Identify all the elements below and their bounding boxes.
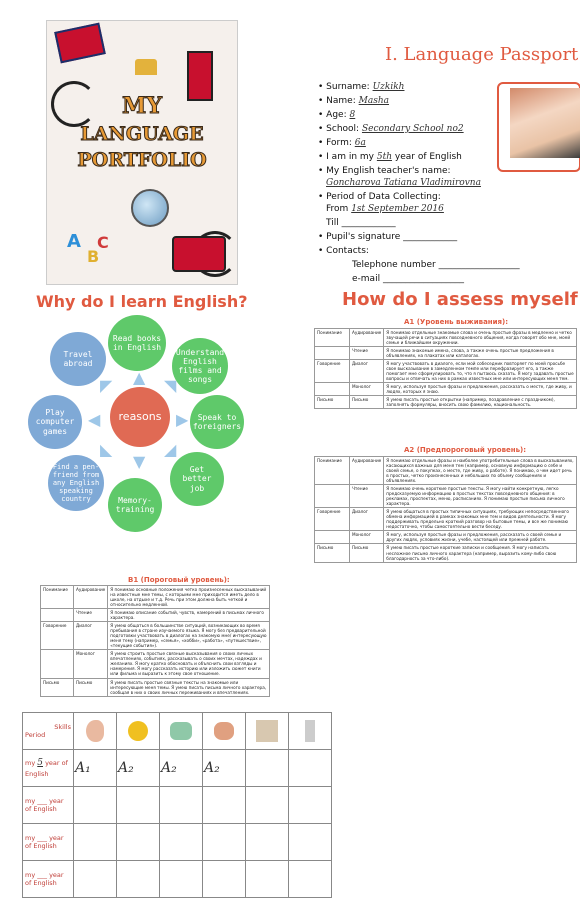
reason-computer-games: Play computer games	[28, 395, 82, 449]
surname-value: Uzkikh	[372, 82, 405, 92]
bus-icon	[172, 236, 226, 272]
name-value: Masha	[358, 96, 390, 106]
grid-header-cell: Skills Period	[23, 713, 74, 750]
mark-cell: A₁	[74, 750, 117, 787]
cover-title-line2: LANGUAGE	[80, 123, 204, 145]
arrow-down-icon: ▼	[133, 452, 146, 471]
b1-title: B1 (Пороговый уровень):	[128, 576, 230, 584]
age-value: 8	[349, 110, 356, 120]
arrow-upright-icon: ◥	[164, 376, 177, 395]
form-value: 6a	[354, 138, 366, 148]
arrow-right-icon: ▶	[176, 410, 189, 429]
a2-title: A2 (Предпороговый уровень):	[404, 446, 527, 454]
reason-pen-friend: Find a pen-friend from any English speaking country	[48, 455, 104, 511]
reason-speak-foreigners: Speak to foreigners	[190, 395, 244, 449]
cover-title-line1: MY	[121, 93, 163, 119]
period-row: • Period of Data Collecting:	[318, 192, 441, 202]
reasons-center: reasons	[110, 387, 170, 447]
mouth-icon	[203, 713, 246, 750]
email-row: e-mail __________________	[352, 274, 464, 284]
reason-memory-training: Memory-training	[108, 478, 162, 532]
block-c: C	[97, 233, 109, 252]
arrow-left-icon: ◀	[88, 410, 101, 429]
flag-icon	[54, 23, 106, 64]
abc-blocks-icon	[67, 231, 127, 271]
year-row: • I am in my 5th year of English	[318, 152, 462, 162]
assess-title: How do I assess myself	[342, 289, 578, 310]
pupil-photo	[510, 88, 580, 158]
mark-cell: A₂	[203, 750, 246, 787]
from-row: From 1st September 2016	[326, 204, 444, 214]
year-row-label: my ___ year of English	[23, 824, 74, 861]
name-row: • Name: Masha	[318, 96, 390, 106]
reason-read-books: Read books in English	[108, 315, 166, 371]
arrow-downleft-icon: ◣	[100, 440, 113, 459]
grid-extra-icon	[289, 713, 332, 750]
why-title: Why do I learn English?	[36, 292, 248, 311]
passport-title: I. Language Passport	[385, 44, 579, 65]
portfolio-cover	[46, 20, 238, 285]
school-row: • School: Secondary School no2	[318, 124, 464, 134]
signature-row: • Pupil's signature ____________	[318, 232, 458, 242]
year-row-label: my ___ year of English	[23, 787, 74, 824]
speaking-icon	[160, 713, 203, 750]
a1-table: Понимание Аудирование Я понимаю отдельные знакомые слова и очень простые фразы в медленно и четко звучащей речи в ситуациях повседневного общения, когда говорят обо мне, моей семье и ближайшем окружении. Чтение Я понимаю знакомые имена, слова, а также очень простые предложения в объявлениях, на плакатах или каталогах. Говорение Диалог Я могу участвовать в диалоге, если мой собеседник повторяет по моей просьбе свое высказывание в замедленном темпе или перефразирует его, а также помогает мне сформулировать то, что я пытаюсь сказать. Я могу задавать простые вопросы и отвечать на них в рамках известных мне или интересующих меня тем. Монолог Я могу, используя простые фразы и предложения, рассказать о месте, где живу, и людях, которых я знаю. Письмо Письмо Я умею писать простые открытки (например, поздравление с праздником), заполнять формуляры, вносить свою фамилию, национальность.	[314, 328, 577, 409]
b1-table: Понимание Аудирование Я понимаю основные положения четко произнесенных высказываний на известные мне темы, с которыми мне приходится иметь дело в школе, на отдыхе и т.д. Речь при этом должна быть четкой и относительно медленной. Чтение Я понимаю описание событий, чувств, намерений в письмах личного характера. Говорение Диалог Я умею общаться в большинстве ситуаций, возникающих во время пребывания в стране изучаемого языка. Я могу без предварительной подготовки участвовать в диалогах на знакомую мне/ интересующую меня тему (например, «семья», «хобби», «работа», «путешествие», «текущие события»). Монолог Я умею строить простые связные высказывания о своих личных впечатлениях, событиях, рассказывать о своих мечтах, надеждах и желаниях. Я могу кратко обосновать и объяснить свои взгляды и намерения. Я могу рассказать историю или изложить сюжет книги или фильма и выразить к этому свое отношение. Письмо Письмо Я умею писать простые связные тексты на знакомые или интересующие меня темы. Я умею писать письма личного характера, сообщая в них о своих личных переживаниях и впечатлениях.	[40, 585, 270, 697]
reason-travel: Travel abroad	[50, 332, 106, 386]
from-value: 1st September 2016	[351, 204, 444, 214]
year-row-label: my 5 year of English	[23, 750, 74, 787]
year-value: 5th	[376, 152, 393, 162]
year-row-label: my ___ year of English	[23, 861, 74, 898]
skills-grid	[22, 712, 332, 898]
till-row: Till ____________	[326, 218, 396, 228]
globe-icon	[131, 189, 169, 227]
writing-icon	[246, 713, 289, 750]
reason-better-job: Get better job	[170, 452, 224, 506]
contacts-row: • Contacts:	[318, 246, 369, 256]
block-a: A	[67, 231, 81, 252]
listening-ear-icon	[74, 713, 117, 750]
reading-icon	[117, 713, 160, 750]
a1-title: A1 (Уровень выживания):	[404, 318, 509, 326]
teacher-row: • My English teacher's name:	[318, 166, 451, 176]
block-b: B	[87, 247, 100, 266]
age-row: • Age: 8	[318, 110, 356, 120]
arrow-downright-icon: ◢	[164, 440, 177, 459]
a2-table: Понимание Аудирование Я понимаю отдельные фразы и наиболее употребительные слова в высказываниях, касающихся важных для меня тем (например, основную информацию о себе и своей семье, о покупках, о месте, где живу, о работе). Я понимаю, о чем идет речь в простых, четко произнесенных и небольших по объему сообщениях и объявлениях. Чтение Я понимаю очень короткие простые тексты. Я могу найти конкретную, легко предсказуемую информацию в простых текстах повседневного общения: в рекламах, проспектах, меню, расписаниях. Я понимаю простые письма личного характера. Говорение Диалог Я умею общаться в простых типичных ситуациях, требующих непосредственного обмена информацией в рамках знакомых мне тем и видов деятельности. Я могу поддерживать предельно краткий разговор на бытовые темы, и все же понимаю недостаточно, чтобы самостоятельно вести беседу. Монолог Я могу, используя простые фразы и предложения, рассказать о своей семье и других людях, условиях жизни, учебе, настоящей или прежней работе. Письмо Письмо Я умею писать простые короткие записки и сообщения. Я могу написать несложное письмо личного характера (например, выразить кому-либо свою благодарность за что-либо).	[314, 456, 577, 563]
mark-cell: A₂	[117, 750, 160, 787]
crown-icon	[135, 59, 157, 75]
arrow-upleft-icon: ◤	[100, 376, 113, 395]
cover-title-line3: PORTFOLIO	[77, 149, 207, 171]
telephone-row: Telephone number __________________	[352, 260, 520, 270]
surname-row: • Surname: Uzkikh	[318, 82, 405, 92]
mark-cell: A₂	[160, 750, 203, 787]
school-value: Secondary School no2	[361, 124, 464, 134]
arrow-up-icon: ▲	[133, 368, 146, 387]
reason-films-songs: Understand English films and songs	[172, 338, 228, 394]
form-row: • Form: 6a	[318, 138, 366, 148]
teacher-value: Goncharova Tatiana Vladimirovna	[326, 178, 481, 188]
